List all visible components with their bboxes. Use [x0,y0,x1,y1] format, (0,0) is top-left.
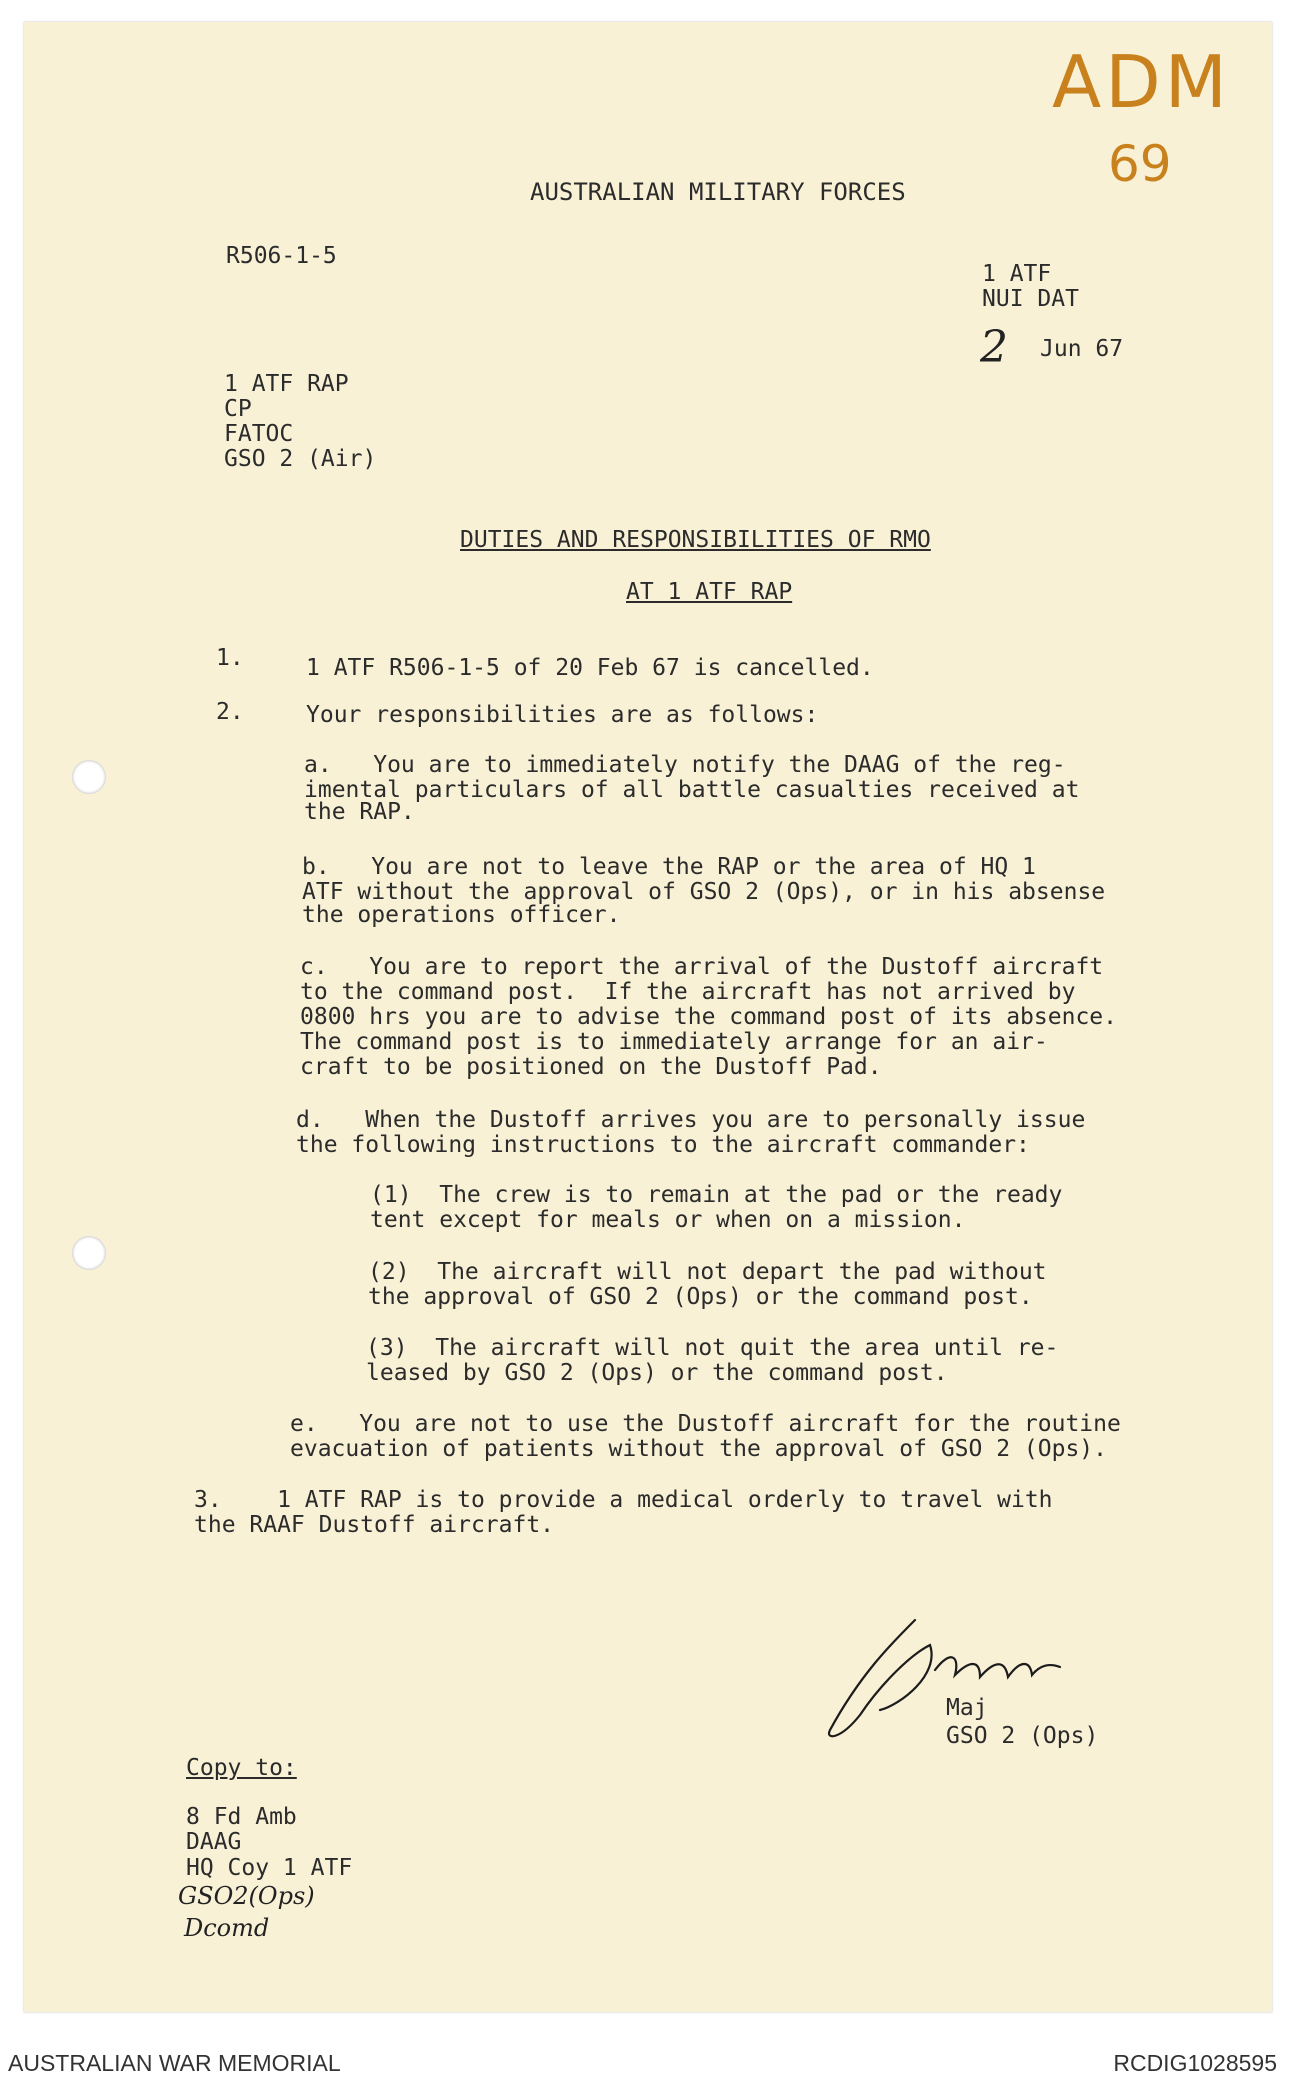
subpara-line: (3) The aircraft will not quit the area until re- [366,1335,1059,1361]
subpara-line: a. You are to immediately notify the DAAG of the reg- [304,752,1066,778]
addressee: 1 ATF RAP [224,371,349,397]
copy-to-recipient: HQ Coy 1 ATF [186,1855,353,1881]
subpara-line: b. You are not to leave the RAP or the area of HQ 1 [302,854,1036,880]
subpara-line: evacuation of patients without the approval of GSO 2 (Ops). [290,1436,1107,1462]
sender-location: NUI DAT [982,286,1079,312]
addressee: CP [224,396,252,422]
subpara-line: the following instructions to the aircraft commander: [296,1132,1030,1158]
subpara-line: c. You are to report the arrival of the Dustoff aircraft [300,954,1104,980]
sender-unit: 1 ATF [982,261,1052,287]
subpara-line: ATF without the approval of GSO 2 (Ops), or in his absense [302,879,1106,905]
signatory-appointment: GSO 2 (Ops) [946,1723,1099,1749]
subpara-line: imental particulars of all battle casualties received at [304,777,1080,803]
subpara-line: the RAP. [304,799,415,825]
subpara-line: the approval of GSO 2 (Ops) or the command post. [368,1284,1033,1310]
addressee: FATOC [224,421,294,447]
archive-number-annotation: 69 [1108,135,1172,193]
signatory-rank: Maj [946,1695,988,1721]
copy-to-label: Copy to: [186,1755,297,1781]
footer-record-id: RCDIG1028595 [1113,2050,1277,2076]
subpara-line: tent except for meals or when on a mission. [370,1207,966,1233]
punch-hole [72,1236,106,1270]
subpara-line: (2) The aircraft will not depart the pad without [368,1259,1047,1285]
paragraph-line: 3. 1 ATF RAP is to provide a medical orderly to travel with [194,1487,1053,1513]
para-2-text: Your responsibilities are as follows: [306,702,819,728]
document-title-line-1: DUTIES AND RESPONSIBILITIES OF RMO [460,527,931,553]
subpara-line: the operations officer. [302,902,621,928]
para-1-text: 1 ATF R506-1-5 of 20 Feb 67 is cancelled. [306,655,874,681]
copy-to-handwritten: GSO2(Ops) [178,1882,315,1910]
date-month-year: Jun 67 [1040,336,1124,362]
copy-to-handwritten: Dcomd [184,1914,270,1942]
subpara-line: craft to be positioned on the Dustoff Pad. [300,1054,882,1080]
file-reference: R506-1-5 [226,243,337,269]
subpara-line: leased by GSO 2 (Ops) or the command post. [366,1360,948,1386]
punch-hole [72,760,106,794]
copy-to-recipient: DAAG [186,1829,242,1855]
signature-name [860,1625,963,1665]
footer-archive-name: AUSTRALIAN WAR MEMORIAL [8,2050,341,2076]
subpara-line: 0800 hrs you are to advise the command post of its absence. [300,1004,1117,1030]
subpara-line: e. You are not to use the Dustoff aircraft for the routine [290,1411,1121,1437]
copy-to-recipient: 8 Fd Amb [186,1804,297,1830]
subpara-line: d. When the Dustoff arrives you are to personally issue [296,1107,1086,1133]
para-1-number: 1. [216,645,244,671]
archive-code-annotation: ADM [1052,40,1231,124]
subpara-line: to the command post. If the aircraft has not arrived by [300,979,1076,1005]
subpara-line: (1) The crew is to remain at the pad or the ready [370,1182,1063,1208]
page-heading: AUSTRALIAN MILITARY FORCES [530,178,906,206]
para-2-number: 2. [216,699,244,725]
addressee: GSO 2 (Air) [224,446,377,472]
subpara-line: The command post is to immediately arrange for an air- [300,1029,1048,1055]
paragraph-line: the RAAF Dustoff aircraft. [194,1512,555,1538]
document-title-line-2: AT 1 ATF RAP [626,579,793,605]
date-day-handwritten: 2 [980,322,1008,373]
